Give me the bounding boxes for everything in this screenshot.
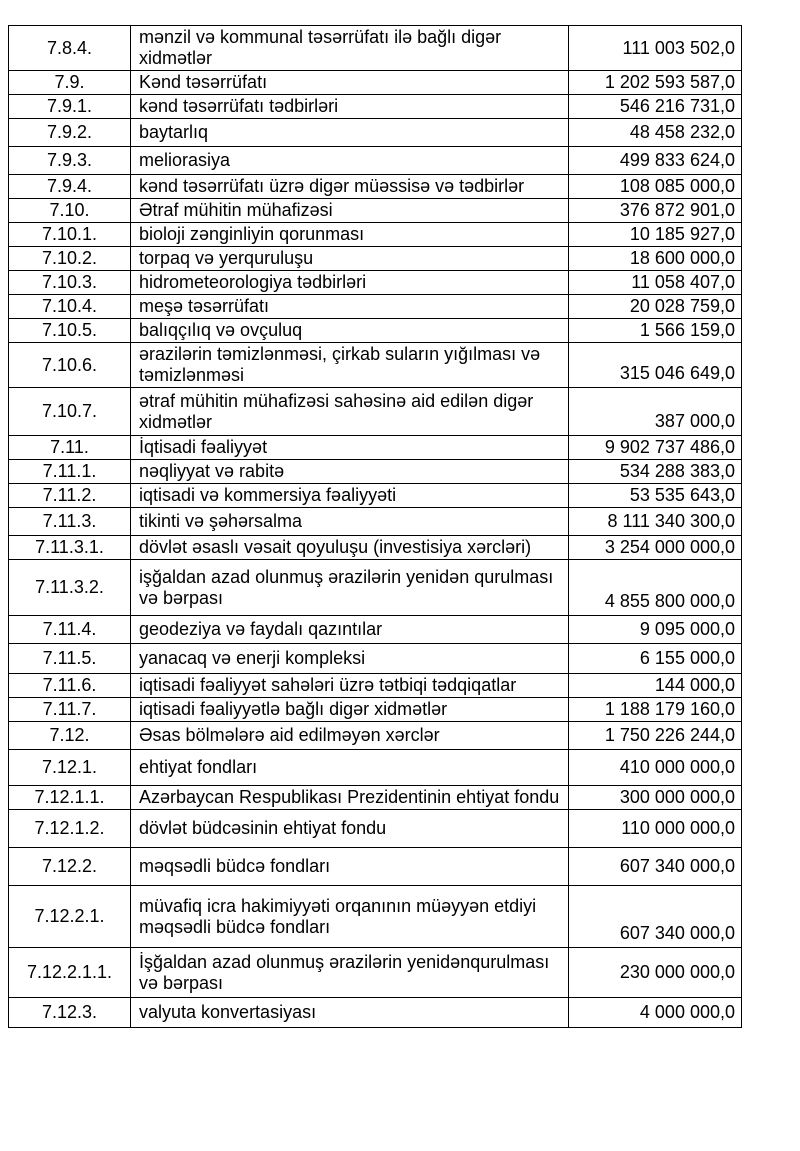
row-amount: 300 000 000,0 xyxy=(569,786,742,810)
row-code: 7.10.1. xyxy=(9,223,131,247)
row-code: 7.11. xyxy=(9,436,131,460)
row-label: iqtisadi və kommersiya fəaliyyəti xyxy=(131,484,569,508)
table-row xyxy=(9,698,742,722)
row-code: 7.12.1.2. xyxy=(9,810,131,848)
row-amount: 499 833 624,0 xyxy=(569,147,742,175)
row-label: mənzil və kommunal təsərrüfatı ilə bağlı digər xidmətlər xyxy=(131,26,569,71)
row-label: nəqliyyat və rabitə xyxy=(131,460,569,484)
row-amount: 230 000 000,0 xyxy=(569,948,742,998)
row-amount: 18 600 000,0 xyxy=(569,247,742,271)
row-label: ərazilərin təmizlənməsi, çirkab suların yığılması və təmizlənməsi xyxy=(131,343,569,388)
row-code: 7.11.5. xyxy=(9,644,131,674)
row-amount: 607 340 000,0 xyxy=(569,886,742,948)
row-code: 7.9.1. xyxy=(9,95,131,119)
row-code: 7.11.6. xyxy=(9,674,131,698)
row-amount: 1 202 593 587,0 xyxy=(569,71,742,95)
row-label: kənd təsərrüfatı tədbirləri xyxy=(131,95,569,119)
row-amount: 1 188 179 160,0 xyxy=(569,698,742,722)
row-code: 7.9. xyxy=(9,71,131,95)
table-row xyxy=(9,536,742,560)
table-row xyxy=(9,223,742,247)
table-row xyxy=(9,271,742,295)
row-label: dövlət büdcəsinin ehtiyat fondu xyxy=(131,810,569,848)
row-label: torpaq və yerquruluşu xyxy=(131,247,569,271)
budget-table xyxy=(8,25,742,1028)
row-code: 7.12.2.1.1. xyxy=(9,948,131,998)
row-label: kənd təsərrüfatı üzrə digər müəssisə və tədbirlər xyxy=(131,175,569,199)
table-row xyxy=(9,26,742,71)
row-amount: 4 855 800 000,0 xyxy=(569,560,742,616)
row-code: 7.10.5. xyxy=(9,319,131,343)
row-label: meliorasiya xyxy=(131,147,569,175)
row-amount: 3 254 000 000,0 xyxy=(569,536,742,560)
row-amount: 111 003 502,0 xyxy=(569,26,742,71)
table-row xyxy=(9,998,742,1028)
row-amount: 9 902 737 486,0 xyxy=(569,436,742,460)
row-amount: 108 085 000,0 xyxy=(569,175,742,199)
row-label: məqsədli büdcə fondları xyxy=(131,848,569,886)
row-amount: 4 000 000,0 xyxy=(569,998,742,1028)
row-label: geodeziya və faydalı qazıntılar xyxy=(131,616,569,644)
row-code: 7.12.1. xyxy=(9,750,131,786)
row-label: ətraf mühitin mühafizəsi sahəsinə aid edilən digər xidmətlər xyxy=(131,388,569,436)
row-label: bioloji zənginliyin qorunması xyxy=(131,223,569,247)
row-label: hidrometeorologiya tədbirləri xyxy=(131,271,569,295)
row-code: 7.9.2. xyxy=(9,119,131,147)
row-code: 7.11.1. xyxy=(9,460,131,484)
row-label: İqtisadi fəaliyyət xyxy=(131,436,569,460)
row-label: tikinti və şəhərsalma xyxy=(131,508,569,536)
row-amount: 607 340 000,0 xyxy=(569,848,742,886)
row-code: 7.12.2. xyxy=(9,848,131,886)
table-row xyxy=(9,436,742,460)
row-label: Əsas bölmələrə aid edilməyən xərclər xyxy=(131,722,569,750)
row-label: Azərbaycan Respublikası Prezidentinin ehtiyat fondu xyxy=(131,786,569,810)
row-code: 7.11.3.1. xyxy=(9,536,131,560)
row-amount: 8 111 340 300,0 xyxy=(569,508,742,536)
table-row xyxy=(9,786,742,810)
table-row xyxy=(9,319,742,343)
row-label: valyuta konvertasiyası xyxy=(131,998,569,1028)
table-row xyxy=(9,147,742,175)
table-row xyxy=(9,508,742,536)
row-amount: 410 000 000,0 xyxy=(569,750,742,786)
row-amount: 534 288 383,0 xyxy=(569,460,742,484)
row-amount: 110 000 000,0 xyxy=(569,810,742,848)
table-row xyxy=(9,848,742,886)
row-amount: 376 872 901,0 xyxy=(569,199,742,223)
row-code: 7.12.1.1. xyxy=(9,786,131,810)
table-row xyxy=(9,119,742,147)
row-code: 7.11.3.2. xyxy=(9,560,131,616)
row-amount: 6 155 000,0 xyxy=(569,644,742,674)
row-amount: 1 566 159,0 xyxy=(569,319,742,343)
row-code: 7.12. xyxy=(9,722,131,750)
row-code: 7.12.2.1. xyxy=(9,886,131,948)
table-row xyxy=(9,616,742,644)
row-code: 7.9.4. xyxy=(9,175,131,199)
table-row xyxy=(9,247,742,271)
row-code: 7.11.7. xyxy=(9,698,131,722)
row-label: ehtiyat fondları xyxy=(131,750,569,786)
row-label: dövlət əsaslı vəsait qoyuluşu (investisiya xərcləri) xyxy=(131,536,569,560)
row-label: meşə təsərrüfatı xyxy=(131,295,569,319)
row-amount: 53 535 643,0 xyxy=(569,484,742,508)
row-amount: 387 000,0 xyxy=(569,388,742,436)
row-label: iqtisadi fəaliyyətlə bağlı digər xidmətlər xyxy=(131,698,569,722)
row-amount: 546 216 731,0 xyxy=(569,95,742,119)
row-amount: 20 028 759,0 xyxy=(569,295,742,319)
table-row xyxy=(9,810,742,848)
table-row xyxy=(9,460,742,484)
table-row xyxy=(9,175,742,199)
row-label: işğaldan azad olunmuş ərazilərin yenidən qurulması və bərpası xyxy=(131,560,569,616)
row-amount: 315 046 649,0 xyxy=(569,343,742,388)
row-amount: 10 185 927,0 xyxy=(569,223,742,247)
table-row xyxy=(9,886,742,948)
table-row xyxy=(9,295,742,319)
row-code: 7.10. xyxy=(9,199,131,223)
row-code: 7.9.3. xyxy=(9,147,131,175)
row-label: balıqçılıq və ovçuluq xyxy=(131,319,569,343)
table-row xyxy=(9,644,742,674)
table-row xyxy=(9,388,742,436)
row-code: 7.11.4. xyxy=(9,616,131,644)
table-row xyxy=(9,199,742,223)
row-code: 7.10.2. xyxy=(9,247,131,271)
row-amount: 9 095 000,0 xyxy=(569,616,742,644)
row-code: 7.12.3. xyxy=(9,998,131,1028)
table-row xyxy=(9,948,742,998)
row-code: 7.10.7. xyxy=(9,388,131,436)
table-row xyxy=(9,484,742,508)
row-label: baytarlıq xyxy=(131,119,569,147)
row-label: iqtisadi fəaliyyət sahələri üzrə tətbiqi tədqiqatlar xyxy=(131,674,569,698)
table-row xyxy=(9,95,742,119)
row-code: 7.8.4. xyxy=(9,26,131,71)
table-row xyxy=(9,71,742,95)
table-row xyxy=(9,750,742,786)
row-label: Ətraf mühitin mühafizəsi xyxy=(131,199,569,223)
row-amount: 144 000,0 xyxy=(569,674,742,698)
row-code: 7.11.2. xyxy=(9,484,131,508)
row-label: İşğaldan azad olunmuş ərazilərin yenidənqurulması və bərpası xyxy=(131,948,569,998)
row-label: müvafiq icra hakimiyyəti orqanının müəyyən etdiyi məqsədli büdcə fondları xyxy=(131,886,569,948)
budget-table-body xyxy=(9,26,742,1028)
row-amount: 1 750 226 244,0 xyxy=(569,722,742,750)
row-code: 7.11.3. xyxy=(9,508,131,536)
row-code: 7.10.4. xyxy=(9,295,131,319)
row-code: 7.10.3. xyxy=(9,271,131,295)
row-code: 7.10.6. xyxy=(9,343,131,388)
table-row xyxy=(9,343,742,388)
table-row xyxy=(9,560,742,616)
table-row xyxy=(9,722,742,750)
row-label: yanacaq və enerji kompleksi xyxy=(131,644,569,674)
table-row xyxy=(9,674,742,698)
row-amount: 11 058 407,0 xyxy=(569,271,742,295)
row-amount: 48 458 232,0 xyxy=(569,119,742,147)
row-label: Kənd təsərrüfatı xyxy=(131,71,569,95)
